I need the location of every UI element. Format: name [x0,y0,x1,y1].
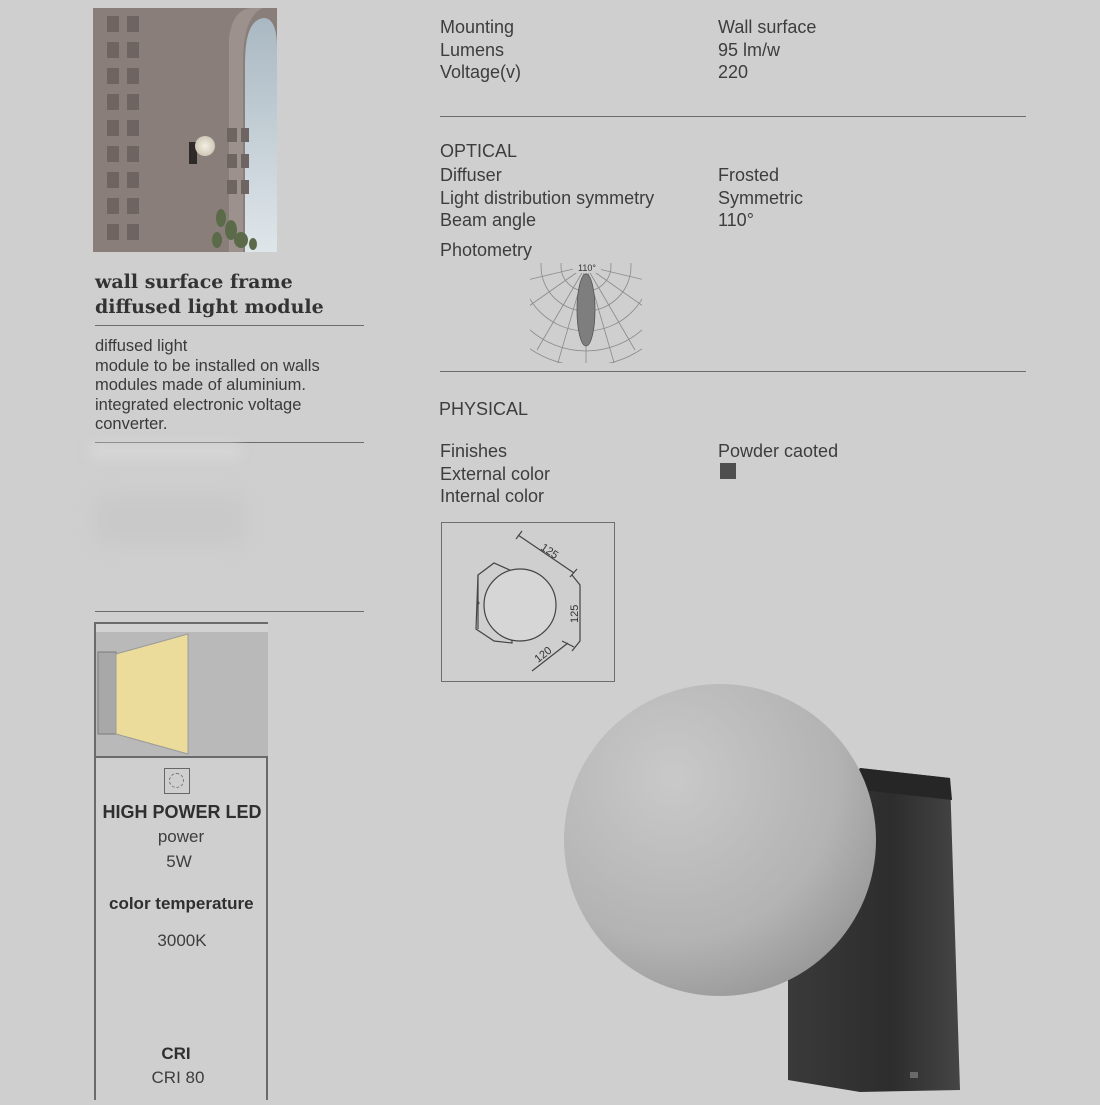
diffuser-value: Frosted [718,165,780,185]
beam-angle-value: 110° [718,210,754,230]
external-color-label: External color [440,463,551,484]
physical-title: PHYSICAL [439,399,529,419]
beam-diagram [96,622,268,758]
photometry-label: Photometry [440,240,533,260]
description-line: modules made of aluminium. [95,376,306,394]
dim-side-label: 125 [569,604,581,623]
section-divider [95,611,364,612]
diffuser-label: Diffuser [440,165,502,185]
description-line: diffused light [95,337,188,355]
photometry-angle-label: 110° [578,263,596,273]
title-divider [95,325,364,326]
product-render [560,680,970,1100]
voltage-label: Voltage(v) [440,62,522,82]
symmetry-label: Light distribution symmetry [440,187,655,208]
dim-top-label: 125 [538,541,561,562]
dim-bottom-label: 120 [532,644,555,666]
external-color-swatch [720,463,736,479]
product-description [95,337,320,435]
optical-divider [440,371,1026,372]
physical-labels [440,440,550,508]
description-line: converter. [95,415,168,433]
cri-label: CRI [161,1044,191,1063]
description-divider [95,442,364,443]
product-title-line-2: diffused light module [95,296,324,318]
led-card [94,622,268,1100]
product-title [95,270,324,320]
product-title-line-1: wall surface frame [95,271,293,293]
color-temp-label: color temperature [109,894,254,913]
lumens-label: Lumens [440,39,505,60]
description-line: module to be installed on walls [95,356,320,375]
cri-value: CRI 80 [151,1068,205,1087]
mounting-label: Mounting [440,17,515,37]
voltage-value: 220 [718,62,749,82]
blurred-smudge [95,495,245,545]
blurred-smudge [90,445,240,457]
lumens-value: 95 lm/w [718,39,781,60]
dimension-drawing [441,522,615,682]
ambient-photo [93,8,277,252]
finish-value: Powder caoted [718,441,839,461]
optical-labels [440,164,654,232]
power-label: power [157,827,205,846]
finishes-label: Finishes [440,441,508,461]
color-temp-value: 3000K [157,931,207,950]
power-value: 5W [166,852,192,871]
beam-angle-label: Beam angle [440,210,537,230]
led-module-icon [164,768,190,794]
photometry-diagram [527,260,645,366]
general-values [718,16,816,84]
symmetry-value: Symmetric [718,187,803,208]
led-type: HIGH POWER LED [102,802,262,822]
general-divider [440,116,1026,117]
general-labels [440,16,521,84]
internal-color-label: Internal color [440,486,545,506]
optical-values [718,164,803,232]
optical-title: OPTICAL [440,141,518,161]
mounting-value: Wall surface [718,17,817,37]
description-line: integrated electronic voltage [95,395,302,414]
